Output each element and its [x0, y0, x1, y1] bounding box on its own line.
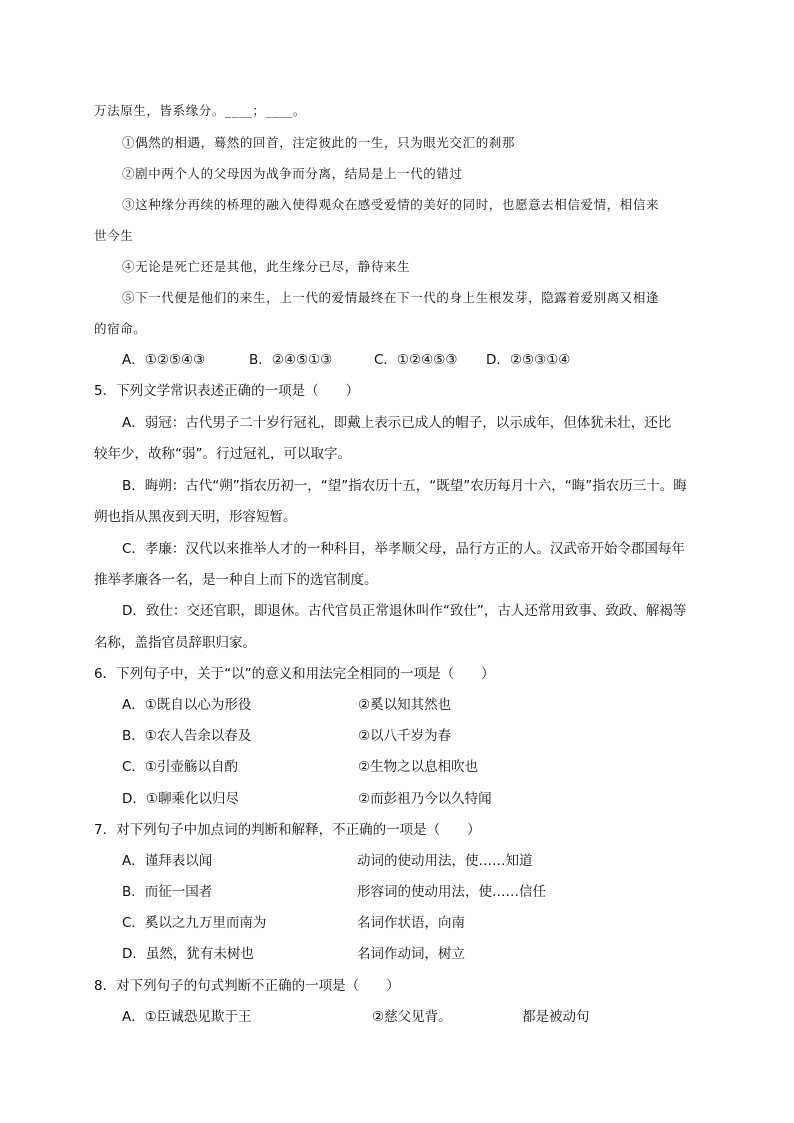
q7-option-left: B．而征一国者: [122, 884, 213, 900]
q8-option-a-judgement: 都是被动句: [522, 1009, 590, 1025]
q7-stem: 7．对下列句子中加点词的判断和解释，不正确的一项是（ ）: [94, 822, 481, 838]
poem-item-4: ④无论是死亡还是其他，此生缘分已尽，静待来生: [122, 259, 411, 274]
q6-option-right: ②奚以知其然也: [358, 697, 452, 713]
q5-line: 名称，盖指官员辞职归家。: [94, 635, 256, 651]
q8-option-a-sentence-1: A．①臣诚恐见欺于王: [122, 1009, 252, 1025]
q7-option-left: C．奚以之九万里而南为: [122, 915, 267, 931]
q4-option-d: D．②⑤③①④: [486, 352, 571, 368]
poem-item-1: ①偶然的相遇，蓦然的回首，注定彼此的一生，只为眼光交汇的刹那: [122, 135, 516, 150]
poem-item-3-cont: 世今生: [94, 228, 134, 243]
q7-option-right: 动词的使动用法，使……知道: [357, 853, 533, 869]
q4-option-a: A．①②⑤④③: [122, 352, 206, 368]
intro-line: 万法原生，皆系缘分。____；____。: [94, 103, 307, 118]
q5-line: A．弱冠：古代男子二十岁行冠礼，即戴上表示已成人的帽子，以示成年，但体犹未壮，还比: [122, 415, 672, 431]
q6-stem: 6．下列句子中，关于“以”的意义和用法完全相同的一项是（ ）: [94, 666, 495, 682]
q5-line: B．晦朔：古代“朔”指农历初一，“望”指农历十五，“既望”农历每月十六，“晦”指农历三十。晦: [122, 478, 687, 494]
q6-option-left: A．①既自以心为形役: [122, 697, 252, 713]
q6-option-right: ②而彭祖乃今以久特闻: [358, 791, 492, 807]
q4-option-b: B．②④⑤①③: [249, 352, 333, 368]
q6-option-right: ②以八千岁为春: [358, 728, 452, 744]
q8-stem: 8．对下列句子的句式判断不正确的一项是（ ）: [94, 978, 400, 994]
q7-option-left: A．谨拜表以闻: [122, 853, 213, 869]
q4-option-c: C．①②④⑤③: [374, 352, 458, 368]
q6-option-left: B．①农人告余以春及: [122, 728, 252, 744]
q8-option-a-sentence-2: ②慈父见背。: [372, 1009, 452, 1025]
q5-line: 较年少，故称“弱”。行过冠礼，可以取字。: [94, 446, 351, 462]
q7-option-right: 名词作状语，向南: [357, 915, 465, 931]
poem-item-2: ②剧中两个人的父母因为战争而分离，结局是上一代的错过: [122, 166, 463, 181]
q5-stem: 5．下列文学常识表述正确的一项是（ ）: [94, 383, 360, 399]
q7-option-right: 形容词的使动用法，使……信任: [357, 884, 546, 900]
q5-line: 朔也指从黑夜到天明，形容短暂。: [94, 509, 297, 525]
poem-item-3: ③这种缘分再续的桥理的融入使得观众在感受爱情的美好的同时，也愿意去相信爱情，相信来: [122, 197, 660, 212]
poem-item-5-cont: 的宿命。: [94, 321, 147, 336]
q6-option-right: ②生物之以息相吹也: [358, 759, 479, 775]
q5-line: D．致仕：交还官职，即退休。古代官员正常退休叫作“致仕”，古人还常用致事、致政、解褐等: [122, 603, 687, 619]
q5-line: C．孝廉：汉代以来推举人才的一种科目，举孝顺父母，品行方正的人。汉武帝开始令郡国每年: [122, 541, 685, 557]
q5-line: 推举孝廉各一名，是一种自上而下的选官制度。: [94, 572, 378, 588]
q6-option-left: C．①引壶觞以自酌: [122, 759, 239, 775]
poem-item-5: ⑤下一代便是他们的来生，上一代的爱情最终在下一代的身上生根发芽，隐露着爱别离又相逢: [122, 290, 660, 305]
q7-option-left: D．虽然，犹有未树也: [122, 946, 254, 962]
q6-option-left: D．①聊乘化以归尽: [122, 791, 239, 807]
q7-option-right: 名词作动词，树立: [357, 946, 465, 962]
